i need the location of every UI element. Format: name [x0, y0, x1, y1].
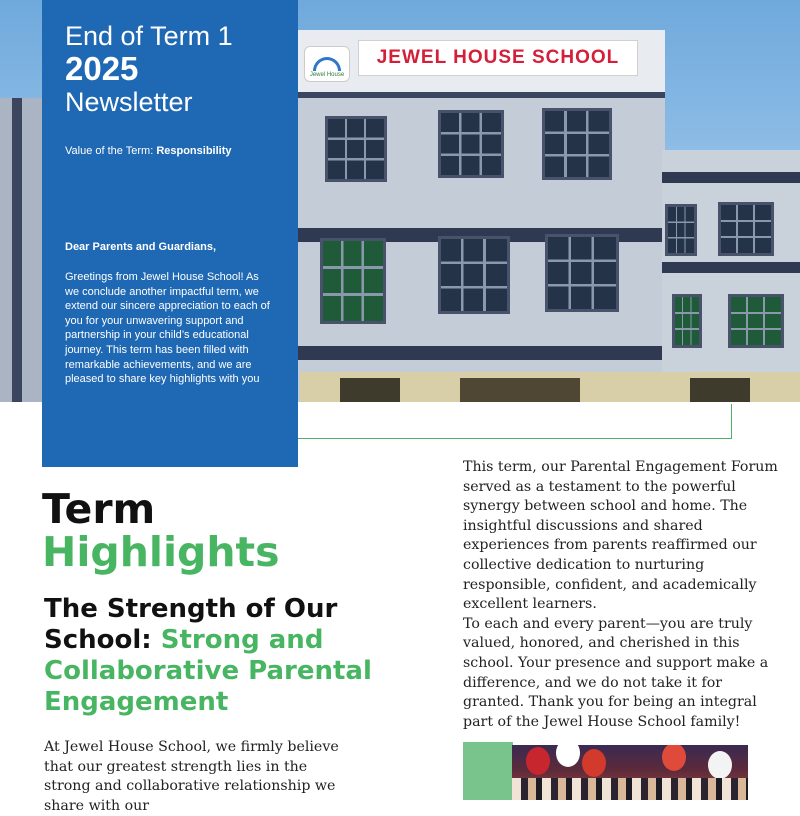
school-logo-text: Jewel House	[309, 72, 345, 78]
school-logo	[304, 46, 350, 82]
letter-salutation: Dear Parents and Guardians,	[65, 241, 216, 253]
title-line-3: Newsletter	[65, 87, 193, 117]
decorative-frame	[298, 404, 732, 439]
school-sign	[358, 40, 638, 76]
green-accent-block	[463, 742, 513, 800]
section-heading-line2: Highlights	[42, 528, 280, 576]
right-column-text	[463, 458, 785, 732]
subheading-dark: The Strength of Our School:	[44, 594, 338, 655]
subheading-green: Strong and Collaborative Parental Engagement	[44, 625, 372, 717]
article-intro: At Jewel House School, we firmly believe that our greatest strength lies in the strong and collaborative relationship we share with our	[44, 739, 339, 814]
title-year: 2025	[65, 50, 139, 87]
school-sign-text: JEWEL HOUSE SCHOOL	[376, 47, 620, 68]
value-name: Responsibility	[156, 145, 232, 157]
right-paragraph-1: This term, our Parental Engagement Forum served as a testament to the powerful synergy between school and home. The insightful discussions and shared experiences from parents reaffirmed our collective dedication to nurturing responsible, confident, and academically excellent learners.	[463, 459, 778, 613]
right-paragraph-2: To each and every parent—you are truly valued, honored, and cherished in this school. Your presence and support make a difference, and we do not take it for granted. Thank you for being an integral part of the Jewel House School family!	[463, 615, 769, 730]
title-line-1: End of Term 1	[65, 21, 233, 51]
event-photo	[512, 745, 748, 800]
letter-greeting: Greetings from Jewel House School! As we conclude another impactful term, we extend our sincere appreciation to each of you for your unwavering support and partnership in your child’s educational journey. This term has been filled with remarkable achievements, and we are pleased to share key highlights with you	[65, 271, 270, 386]
value-of-term	[65, 145, 275, 157]
article-subheading	[44, 594, 404, 718]
section-heading-line1: Term	[42, 485, 156, 533]
value-label: Value of the Term:	[65, 145, 157, 157]
newsletter-title-panel	[42, 0, 298, 467]
